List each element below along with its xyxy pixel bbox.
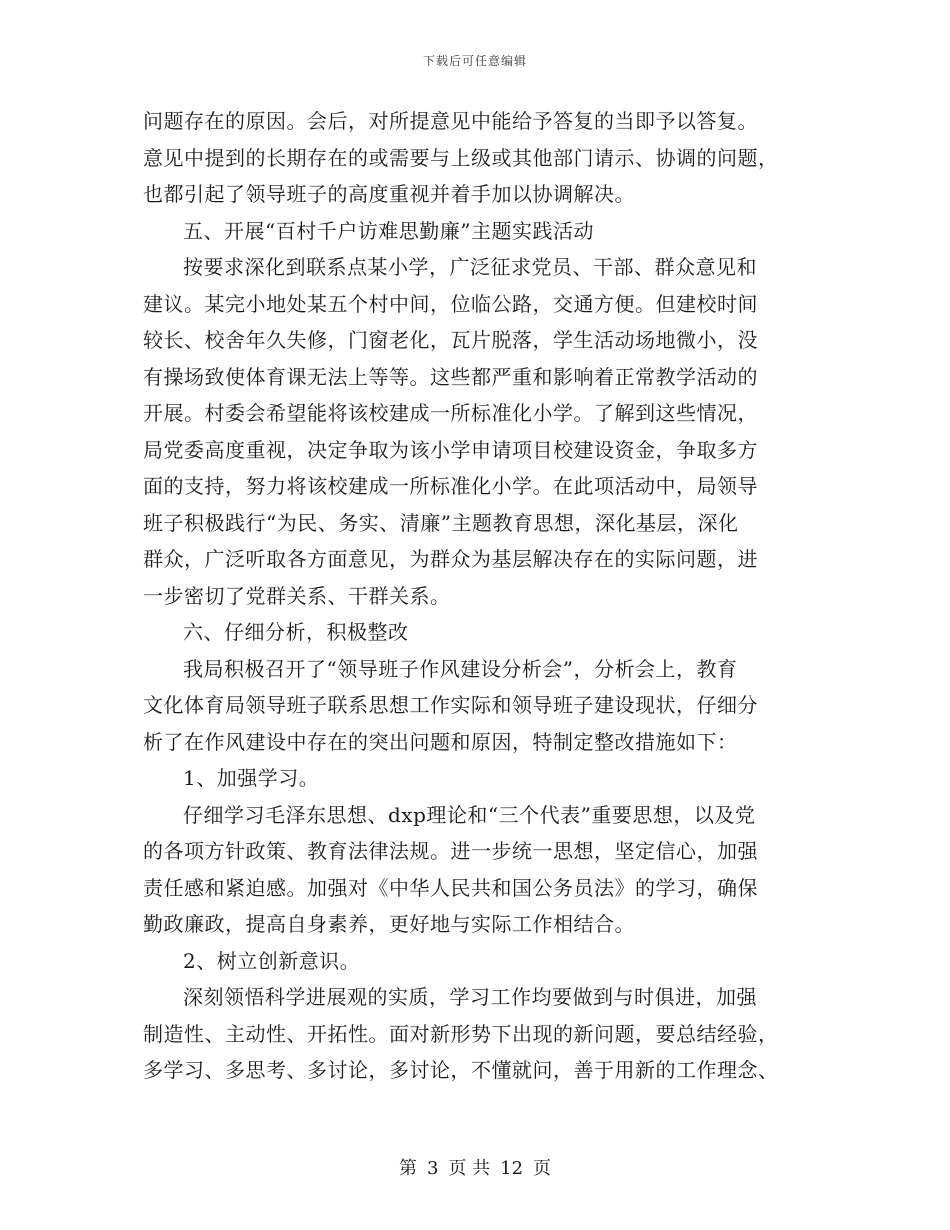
- text-line: 析了在作风建设中存在的突出问题和原因，特制定整改措施如下：: [143, 729, 738, 754]
- text-line: 制造性、主动性、开拓性。面对新形势下出现的新问题，要总结经验，: [143, 1021, 779, 1046]
- page-header: 下载后可任意编辑: [422, 54, 527, 68]
- text-line: 六、仔细分析，积极整改: [183, 620, 409, 644]
- text-line: 我局积极召开了“领导班子作风建设分析会”，分析会上，教育: [183, 656, 738, 681]
- page-footer: [0, 1154, 950, 1180]
- text-line: 深刻领悟科学进展观的实质，学习工作均要做到与时俱进，加强: [183, 985, 757, 1009]
- document-body: [143, 103, 811, 1089]
- text-line: 班子积极践行“为民、务实、清廉”主题教育思想，深化基层，深化: [143, 510, 739, 535]
- text-line: 五、开展“百村千户访难思勤廉”主题实践活动: [183, 218, 594, 243]
- text-line: 勤政廉政，提高自身素养，更好地与实际工作相结合。: [143, 912, 635, 936]
- text-line: 建议。某完小地处某五个村中间，位临公路，交通方便。但建校时间: [143, 291, 758, 316]
- text-line: 意见中提到的长期存在的或需要与上级或其他部门请示、协调的问题，: [143, 145, 779, 170]
- text-line: 多学习、多思考、多讨论，多讨论，不懂就问，善于用新的工作理念、: [143, 1058, 779, 1082]
- footer-total-pages: 12: [500, 1158, 524, 1179]
- footer-page-number: 3: [426, 1158, 439, 1179]
- text-line: 有操场致使体育课无法上等等。这些都严重和影响着正常教学活动的: [143, 364, 758, 389]
- text-line: 局党委高度重视，决定争取为该小学申请项目校建设资金，争取多方: [143, 437, 758, 462]
- text-line: 按要求深化到联系点某小学，广泛征求党员、干部、群众意见和: [183, 255, 757, 279]
- text-line: 开展。村委会希望能将该校建成一所标准化小学。了解到这些情况，: [143, 401, 758, 425]
- text-line: 文化体育局领导班子联系思想工作实际和领导班子建设现状，仔细分: [143, 693, 758, 717]
- text-line: 也都引起了领导班子的高度重视并着手加以协调解决。: [143, 182, 635, 206]
- text-line: 仔细学习毛泽东思想、dxp理论和“三个代表”重要思想，以及党: [183, 802, 756, 827]
- text-line: 的各项方针政策、教育法律法规。进一步统一思想，坚定信心，加强: [143, 839, 758, 863]
- footer-suffix: 页: [533, 1158, 552, 1179]
- text-line: 1、加强学习。: [183, 766, 320, 790]
- text-line: 责任感和紧迫感。加强对《中华人民共和国公务员法》的学习，确保: [143, 875, 758, 900]
- text-line: 问题存在的原因。会后，对所提意见中能给予答复的当即予以答复。: [143, 109, 758, 133]
- footer-prefix: 第: [398, 1158, 417, 1179]
- text-line: 一步密切了党群关系、干群关系。: [143, 583, 451, 608]
- text-line: 2、树立创新意识。: [183, 948, 361, 973]
- text-line: 群众，广泛听取各方面意见，为群众为基层解决存在的实际问题，进: [143, 547, 758, 571]
- footer-middle: 页 共: [448, 1158, 491, 1179]
- text-line: 较长、校舍年久失修，门窗老化，瓦片脱落，学生活动场地微小，没: [143, 328, 758, 352]
- text-line: 面的支持，努力将该校建成一所标准化小学。在此项活动中，局领导: [143, 474, 758, 498]
